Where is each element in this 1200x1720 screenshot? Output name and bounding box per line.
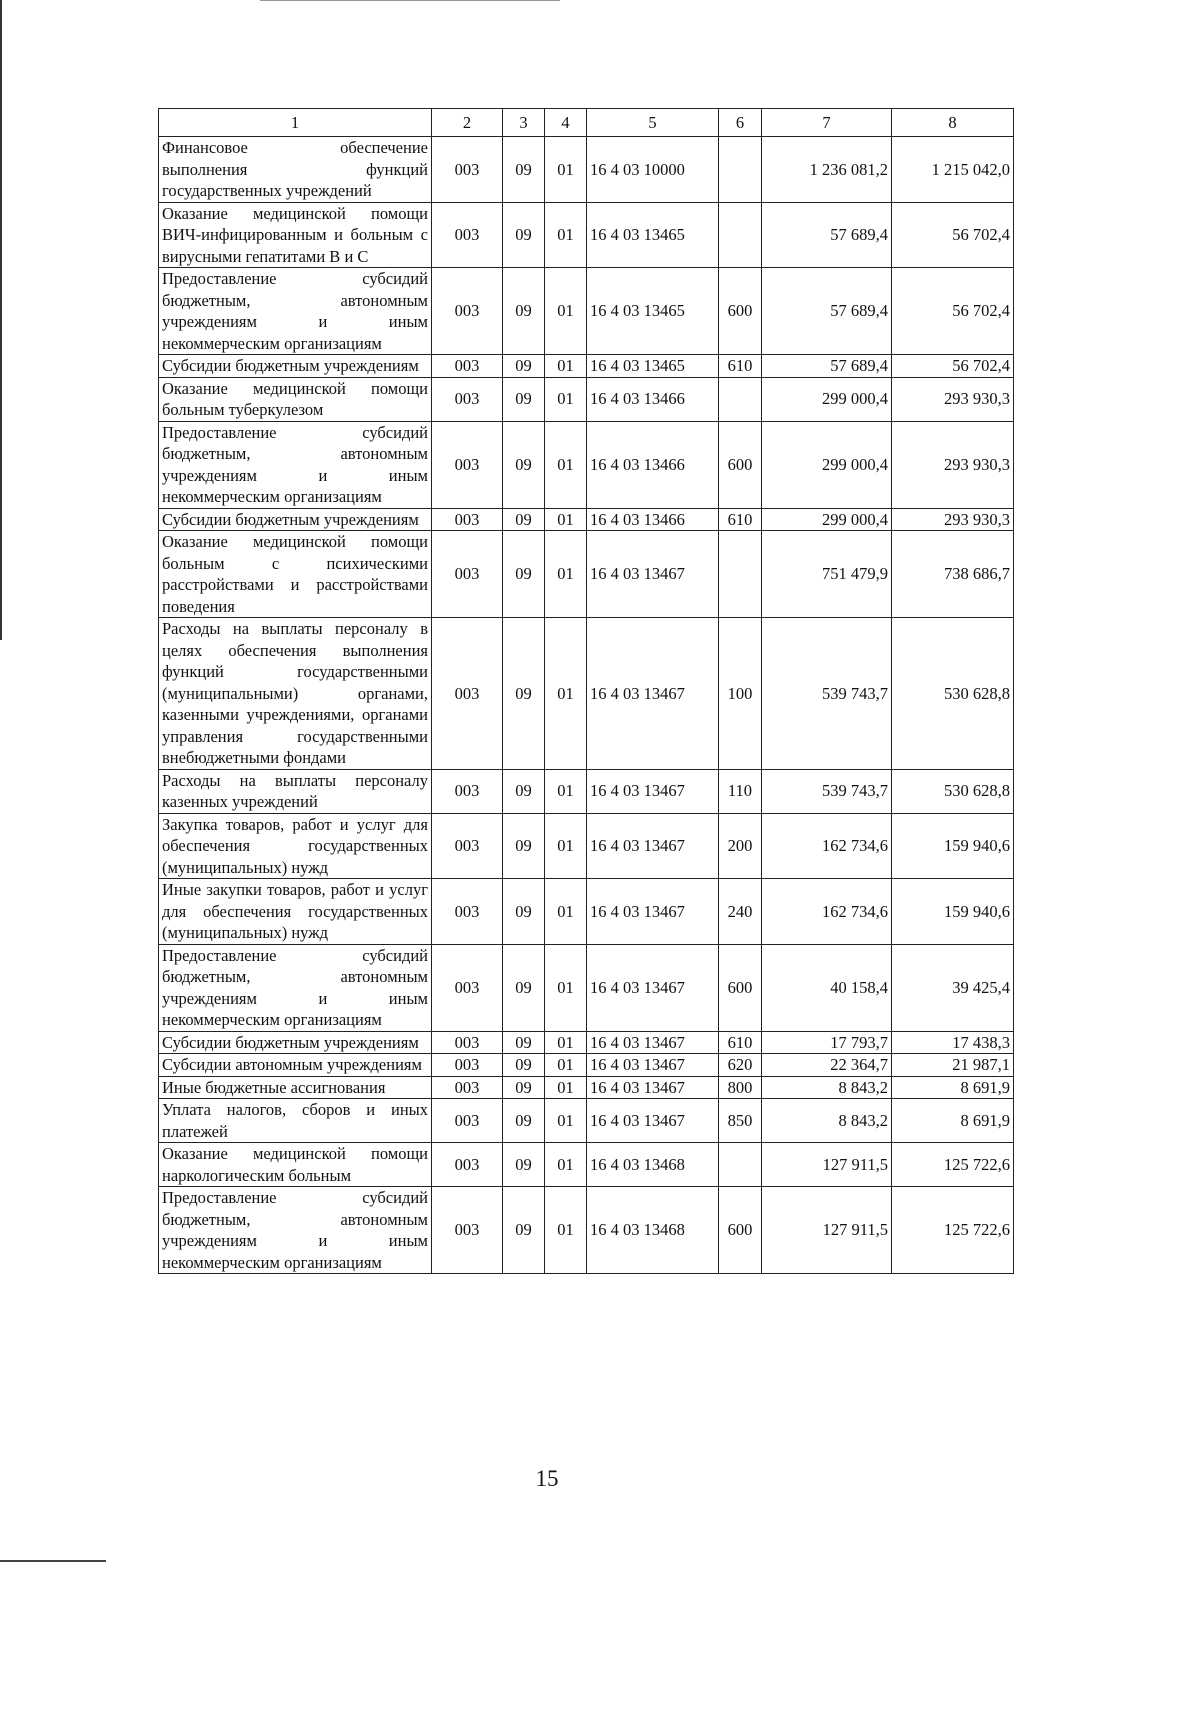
amount-8-cell: 39 425,4 [892,944,1014,1031]
description-cell: Предоставление субсидий бюджетным, автономным учреждениям и иным некоммерческим организациям [159,944,432,1031]
code-4-cell: 01 [545,421,587,508]
code-6-cell: 110 [719,769,762,813]
amount-7-cell: 162 734,6 [762,813,892,879]
code-4-cell: 01 [545,137,587,203]
code-4-cell: 01 [545,355,587,378]
code-4-cell: 01 [545,944,587,1031]
code-3-cell: 09 [503,421,545,508]
code-2-cell: 003 [432,813,503,879]
code-4-cell: 01 [545,1076,587,1099]
code-3-cell: 09 [503,377,545,421]
amount-7-cell: 299 000,4 [762,377,892,421]
amount-7-cell: 299 000,4 [762,508,892,531]
table-row [159,944,1014,1031]
header-cell-6: 6 [719,109,762,137]
code-2-cell: 003 [432,1054,503,1077]
code-6-cell: 100 [719,618,762,770]
description-cell: Оказание медицинской помощи больным с психическими расстройствами и расстройствами поведения [159,531,432,618]
code-4-cell: 01 [545,268,587,355]
table-row [159,618,1014,770]
amount-8-cell: 17 438,3 [892,1031,1014,1054]
scan-edge-left [0,0,2,640]
code-2-cell: 003 [432,137,503,203]
amount-7-cell: 127 911,5 [762,1187,892,1274]
amount-7-cell: 8 843,2 [762,1076,892,1099]
table-row [159,1054,1014,1077]
code-5-cell: 16 4 03 13468 [587,1143,719,1187]
code-6-cell: 600 [719,1187,762,1274]
amount-8-cell: 21 987,1 [892,1054,1014,1077]
description-cell: Субсидии бюджетным учреждениям [159,1031,432,1054]
description-cell: Расходы на выплаты персоналу в целях обеспечения выполнения функций государственными (муниципальными) органами, казенными учреждениями, органами управления государственными внебюджетными фондами [159,618,432,770]
code-3-cell: 09 [503,879,545,945]
table-body [159,137,1014,1274]
code-6-cell [719,531,762,618]
description-cell: Оказание медицинской помощи больным туберкулезом [159,377,432,421]
table-row [159,1187,1014,1274]
table-row [159,1076,1014,1099]
code-2-cell: 003 [432,421,503,508]
code-6-cell [719,377,762,421]
amount-7-cell: 17 793,7 [762,1031,892,1054]
code-2-cell: 003 [432,531,503,618]
code-3-cell: 09 [503,508,545,531]
code-4-cell: 01 [545,202,587,268]
code-5-cell: 16 4 03 13465 [587,268,719,355]
code-4-cell: 01 [545,531,587,618]
code-4-cell: 01 [545,1143,587,1187]
code-5-cell: 16 4 03 13466 [587,508,719,531]
code-2-cell: 003 [432,618,503,770]
code-6-cell: 200 [719,813,762,879]
table-row [159,268,1014,355]
code-3-cell: 09 [503,813,545,879]
code-3-cell: 09 [503,355,545,378]
amount-7-cell: 127 911,5 [762,1143,892,1187]
code-6-cell: 610 [719,355,762,378]
table-row [159,1099,1014,1143]
code-4-cell: 01 [545,879,587,945]
table-row [159,377,1014,421]
amount-7-cell: 57 689,4 [762,355,892,378]
amount-7-cell: 40 158,4 [762,944,892,1031]
scan-edge-top [260,0,560,1]
code-6-cell: 240 [719,879,762,945]
code-5-cell: 16 4 03 13465 [587,355,719,378]
table-row [159,531,1014,618]
description-cell: Субсидии автономным учреждениям [159,1054,432,1077]
amount-7-cell: 1 236 081,2 [762,137,892,203]
header-cell-1: 1 [159,109,432,137]
code-6-cell: 610 [719,1031,762,1054]
code-2-cell: 003 [432,1143,503,1187]
table-row [159,508,1014,531]
header-row [159,109,1014,137]
header-cell-8: 8 [892,109,1014,137]
code-2-cell: 003 [432,355,503,378]
description-cell: Субсидии бюджетным учреждениям [159,355,432,378]
header-cell-2: 2 [432,109,503,137]
amount-7-cell: 57 689,4 [762,202,892,268]
page-number: 15 [535,1466,559,1491]
code-3-cell: 09 [503,202,545,268]
code-4-cell: 01 [545,377,587,421]
amount-8-cell: 125 722,6 [892,1187,1014,1274]
amount-8-cell: 293 930,3 [892,377,1014,421]
code-2-cell: 003 [432,769,503,813]
amount-8-cell: 8 691,9 [892,1099,1014,1143]
code-2-cell: 003 [432,1187,503,1274]
code-3-cell: 09 [503,1054,545,1077]
code-5-cell: 16 4 03 13468 [587,1187,719,1274]
code-3-cell: 09 [503,137,545,203]
table-row [159,769,1014,813]
description-cell: Уплата налогов, сборов и иных платежей [159,1099,432,1143]
code-5-cell: 16 4 03 13467 [587,618,719,770]
code-4-cell: 01 [545,618,587,770]
amount-8-cell: 293 930,3 [892,508,1014,531]
code-6-cell: 850 [719,1099,762,1143]
budget-table [158,108,1014,1274]
code-5-cell: 16 4 03 13467 [587,944,719,1031]
code-2-cell: 003 [432,1031,503,1054]
code-3-cell: 09 [503,1076,545,1099]
amount-8-cell: 1 215 042,0 [892,137,1014,203]
description-cell: Предоставление субсидий бюджетным, автономным учреждениям и иным некоммерческим организациям [159,421,432,508]
description-cell: Закупка товаров, работ и услуг для обеспечения государственных (муниципальных) нужд [159,813,432,879]
code-4-cell: 01 [545,1031,587,1054]
table-row [159,202,1014,268]
code-6-cell: 620 [719,1054,762,1077]
header-cell-4: 4 [545,109,587,137]
code-6-cell: 600 [719,421,762,508]
code-2-cell: 003 [432,268,503,355]
code-5-cell: 16 4 03 13467 [587,879,719,945]
code-5-cell: 16 4 03 13467 [587,1099,719,1143]
amount-8-cell: 125 722,6 [892,1143,1014,1187]
code-2-cell: 003 [432,1076,503,1099]
header-cell-5: 5 [587,109,719,137]
code-3-cell: 09 [503,531,545,618]
code-4-cell: 01 [545,508,587,531]
description-cell: Оказание медицинской помощи ВИЧ-инфицированным и больным с вирусными гепатитами В и С [159,202,432,268]
code-5-cell: 16 4 03 13467 [587,769,719,813]
code-5-cell: 16 4 03 13466 [587,421,719,508]
code-3-cell: 09 [503,1143,545,1187]
code-2-cell: 003 [432,1099,503,1143]
amount-8-cell: 293 930,3 [892,421,1014,508]
code-5-cell: 16 4 03 10000 [587,137,719,203]
code-3-cell: 09 [503,944,545,1031]
description-cell: Иные бюджетные ассигнования [159,1076,432,1099]
amount-7-cell: 299 000,4 [762,421,892,508]
code-6-cell: 600 [719,944,762,1031]
amount-8-cell: 8 691,9 [892,1076,1014,1099]
code-2-cell: 003 [432,377,503,421]
code-4-cell: 01 [545,769,587,813]
description-cell: Предоставление субсидий бюджетным, автономным учреждениям и иным некоммерческим организациям [159,1187,432,1274]
scan-edge-bottom [0,1560,106,1562]
code-5-cell: 16 4 03 13467 [587,531,719,618]
description-cell: Финансовое обеспечение выполнения функций государственных учреждений [159,137,432,203]
description-cell: Иные закупки товаров, работ и услуг для обеспечения государственных (муниципальных) нужд [159,879,432,945]
code-4-cell: 01 [545,813,587,879]
code-2-cell: 003 [432,944,503,1031]
amount-7-cell: 57 689,4 [762,268,892,355]
amount-7-cell: 8 843,2 [762,1099,892,1143]
amount-7-cell: 539 743,7 [762,618,892,770]
code-5-cell: 16 4 03 13466 [587,377,719,421]
code-6-cell: 610 [719,508,762,531]
amount-8-cell: 56 702,4 [892,268,1014,355]
code-3-cell: 09 [503,1031,545,1054]
code-4-cell: 01 [545,1187,587,1274]
amount-7-cell: 751 479,9 [762,531,892,618]
table-row [159,1143,1014,1187]
amount-7-cell: 22 364,7 [762,1054,892,1077]
table-row [159,421,1014,508]
amount-8-cell: 159 940,6 [892,879,1014,945]
amount-8-cell: 738 686,7 [892,531,1014,618]
code-6-cell [719,137,762,203]
code-4-cell: 01 [545,1099,587,1143]
table-row [159,813,1014,879]
code-2-cell: 003 [432,879,503,945]
code-5-cell: 16 4 03 13465 [587,202,719,268]
code-2-cell: 003 [432,508,503,531]
amount-8-cell: 530 628,8 [892,769,1014,813]
description-cell: Предоставление субсидий бюджетным, автономным учреждениям и иным некоммерческим организациям [159,268,432,355]
amount-8-cell: 159 940,6 [892,813,1014,879]
table-row [159,879,1014,945]
code-6-cell [719,202,762,268]
table-row [159,1031,1014,1054]
code-6-cell: 800 [719,1076,762,1099]
amount-7-cell: 162 734,6 [762,879,892,945]
description-cell: Субсидии бюджетным учреждениям [159,508,432,531]
table-header [159,109,1014,137]
code-3-cell: 09 [503,618,545,770]
description-cell: Оказание медицинской помощи наркологическим больным [159,1143,432,1187]
header-cell-7: 7 [762,109,892,137]
code-3-cell: 09 [503,769,545,813]
code-3-cell: 09 [503,268,545,355]
description-cell: Расходы на выплаты персоналу казенных учреждений [159,769,432,813]
code-6-cell: 600 [719,268,762,355]
code-5-cell: 16 4 03 13467 [587,1076,719,1099]
amount-8-cell: 56 702,4 [892,355,1014,378]
code-3-cell: 09 [503,1187,545,1274]
amount-8-cell: 530 628,8 [892,618,1014,770]
code-6-cell [719,1143,762,1187]
code-5-cell: 16 4 03 13467 [587,1031,719,1054]
code-5-cell: 16 4 03 13467 [587,1054,719,1077]
table-row [159,355,1014,378]
code-3-cell: 09 [503,1099,545,1143]
table-row [159,137,1014,203]
amount-8-cell: 56 702,4 [892,202,1014,268]
code-4-cell: 01 [545,1054,587,1077]
header-cell-3: 3 [503,109,545,137]
amount-7-cell: 539 743,7 [762,769,892,813]
code-5-cell: 16 4 03 13467 [587,813,719,879]
code-2-cell: 003 [432,202,503,268]
